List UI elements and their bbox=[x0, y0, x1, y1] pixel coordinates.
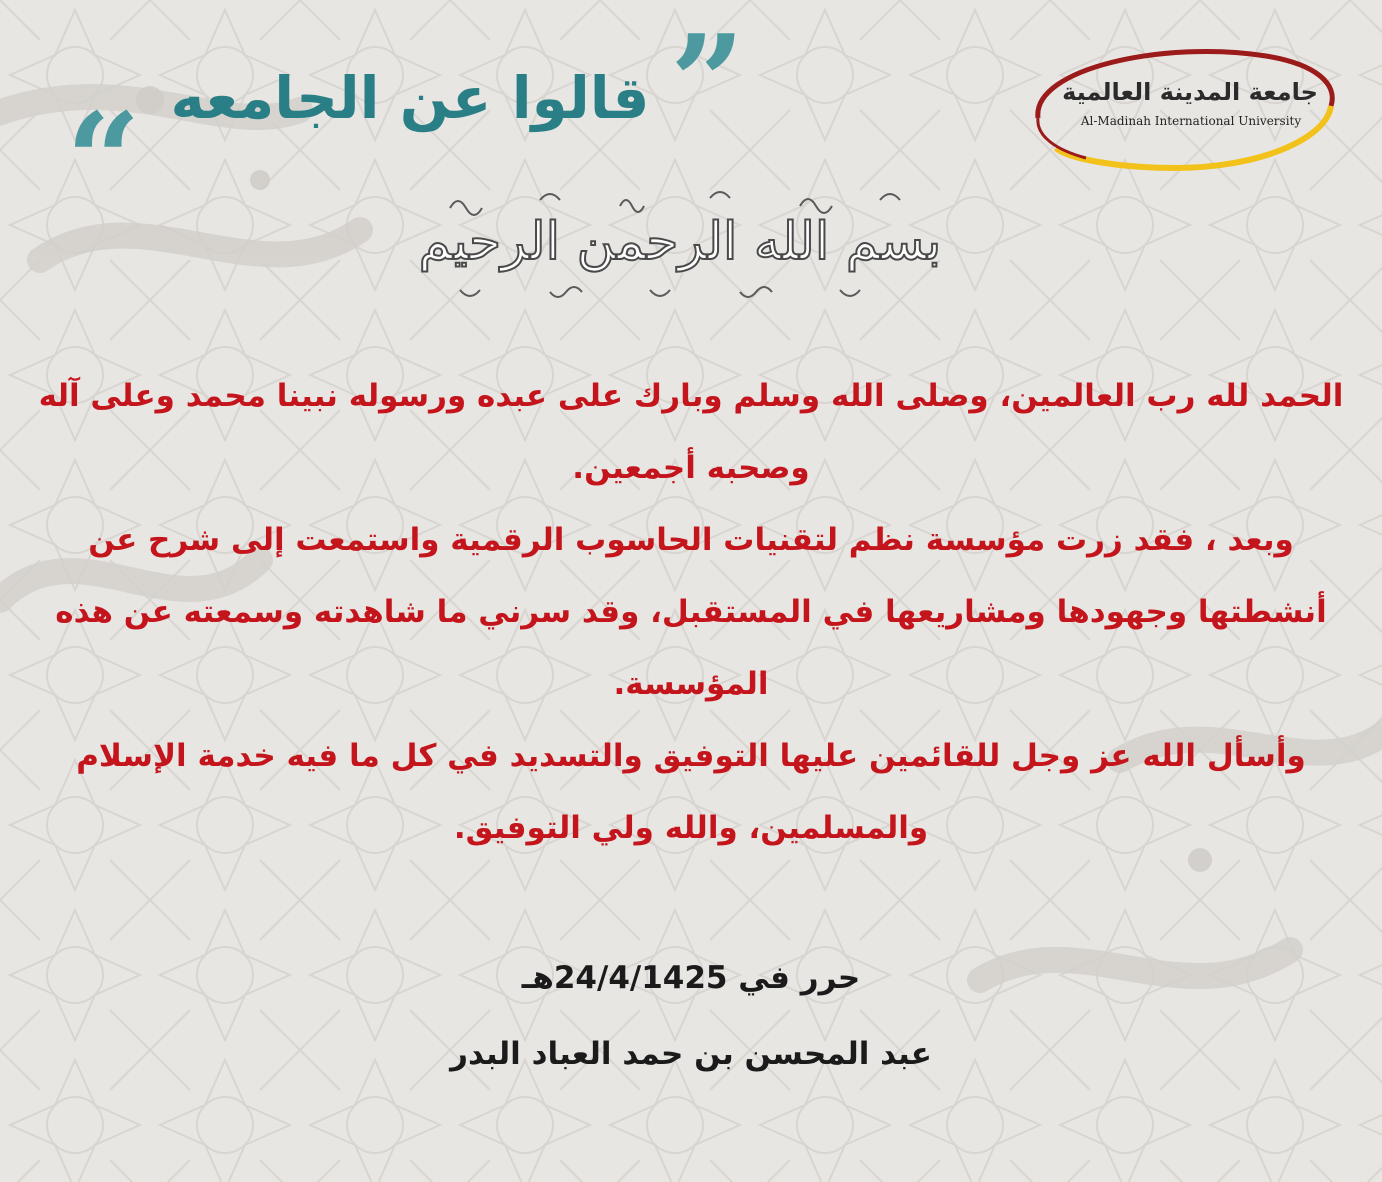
open-quote-mark: “ bbox=[66, 84, 141, 237]
logo-name-english: Al-Madinah International University bbox=[1080, 114, 1302, 128]
logo-name-arabic: جامعة المدينة العالمية bbox=[1062, 78, 1318, 106]
letter-line: الحمد لله رب العالمين، وصلى الله وسلم وبارك على عبده ورسوله نبينا محمد وعلى آله bbox=[38, 378, 1344, 414]
signature-block bbox=[0, 940, 1382, 1092]
logo-arcs bbox=[1026, 40, 1346, 176]
letter-line: المؤسسة. bbox=[613, 666, 769, 702]
letter-line: وصحبه أجمعين. bbox=[572, 450, 810, 486]
letter-line: وأسأل الله عز وجل للقائمين عليها التوفيق والتسديد في كل ما فيه خدمة الإسلام bbox=[76, 738, 1306, 774]
close-quote-mark: ” bbox=[670, 6, 745, 159]
date-line: حرر في 24/4/1425هـ bbox=[521, 960, 861, 996]
letter-line: أنشطتها وجهودها ومشاريعها في المستقبل، وقد سرني ما شاهدته وسمعته عن هذه bbox=[55, 594, 1327, 630]
letter-body bbox=[20, 360, 1362, 864]
letter-line: والمسلمين، والله ولي التوفيق. bbox=[453, 810, 929, 846]
letter-line: وبعد ، فقد زرت مؤسسة نظم لتقنيات الحاسوب الرقمية واستمعت إلى شرح عن bbox=[88, 522, 1294, 558]
university-logo bbox=[1026, 40, 1346, 176]
page-title: قالوا عن الجامعه bbox=[170, 64, 650, 132]
basmala-text: بسم الله الرحمن الرحيم bbox=[418, 212, 942, 272]
header-title-block bbox=[60, 6, 760, 237]
author-name: عبد المحسن بن حمد العباد البدر bbox=[450, 1036, 932, 1072]
basmala-calligraphy bbox=[390, 178, 970, 308]
